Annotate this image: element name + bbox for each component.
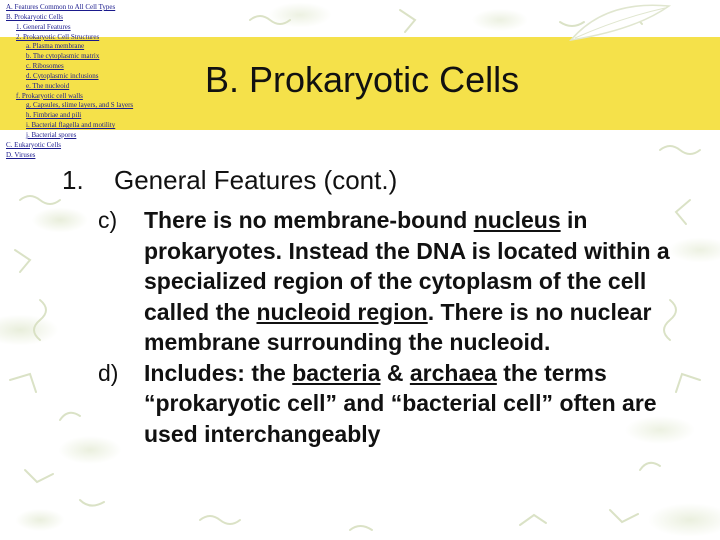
bullet-marker: d) (98, 359, 119, 386)
outline-navigation (6, 3, 176, 161)
bullet-marker: c) (98, 207, 118, 233)
outline-link[interactable]: e. The nucleoid (26, 81, 70, 90)
text-segment: in prokaryotes. Instead the DNA is located within a specialized region of the cytoplasm of the cell called the (144, 207, 670, 325)
text-segment: Includes: the (144, 359, 293, 386)
outline-link[interactable]: 1. General Features (16, 22, 71, 31)
section-number: 1. (62, 165, 84, 195)
outline-link[interactable]: d. Cytoplasmic inclusions (26, 71, 99, 80)
section-heading-text: General Features (cont.) (114, 165, 398, 195)
text-segment: & (380, 359, 410, 386)
leaf-icon (565, 0, 675, 50)
outline-link[interactable]: b. The cytoplasmic matrix (26, 52, 100, 61)
text-segment: the terms “prokaryotic cell” and “bacterial cell” often are used interchangeably (144, 359, 657, 447)
outline-link[interactable]: g. Capsules, slime layers, and S layers (26, 101, 134, 110)
outline-link[interactable]: C. Eukaryotic Cells (6, 140, 62, 149)
text-segment: There is no membrane-bound (144, 207, 474, 233)
bullet-point (98, 358, 698, 450)
bullet-point (98, 205, 698, 358)
underlined-term: nucleus (473, 207, 561, 233)
outline-link[interactable]: B. Prokaryotic Cells (6, 12, 63, 21)
outline-link[interactable]: D. Viruses (6, 150, 36, 159)
outline-link[interactable]: c. Ribosomes (26, 62, 64, 71)
bullet-text (144, 205, 674, 358)
text-segment: . There is no nuclear membrane surrounding the nucleoid. (144, 298, 652, 355)
outline-link[interactable]: a. Plasma membrane (26, 42, 85, 51)
slide-title: B. Prokaryotic Cells (205, 59, 520, 100)
outline-link[interactable]: f. Prokaryotic cell walls (16, 91, 83, 100)
underlined-term: archaea (409, 359, 497, 386)
underlined-term: bacteria (292, 359, 381, 386)
section-heading (62, 165, 662, 196)
outline-link[interactable]: h. Fimbriae and pili (26, 111, 82, 120)
outline-link[interactable]: i. Bacterial flagella and motility (26, 121, 116, 130)
bullet-points (98, 205, 698, 449)
bullet-text (144, 358, 674, 450)
underlined-term: nucleoid region (256, 298, 428, 325)
outline-link[interactable]: j. Bacterial spores (26, 130, 77, 139)
outline-link[interactable]: 2. Prokaryotic Cell Structures (16, 32, 100, 41)
outline-link[interactable]: A. Features Common to All Cell Types (6, 3, 116, 11)
